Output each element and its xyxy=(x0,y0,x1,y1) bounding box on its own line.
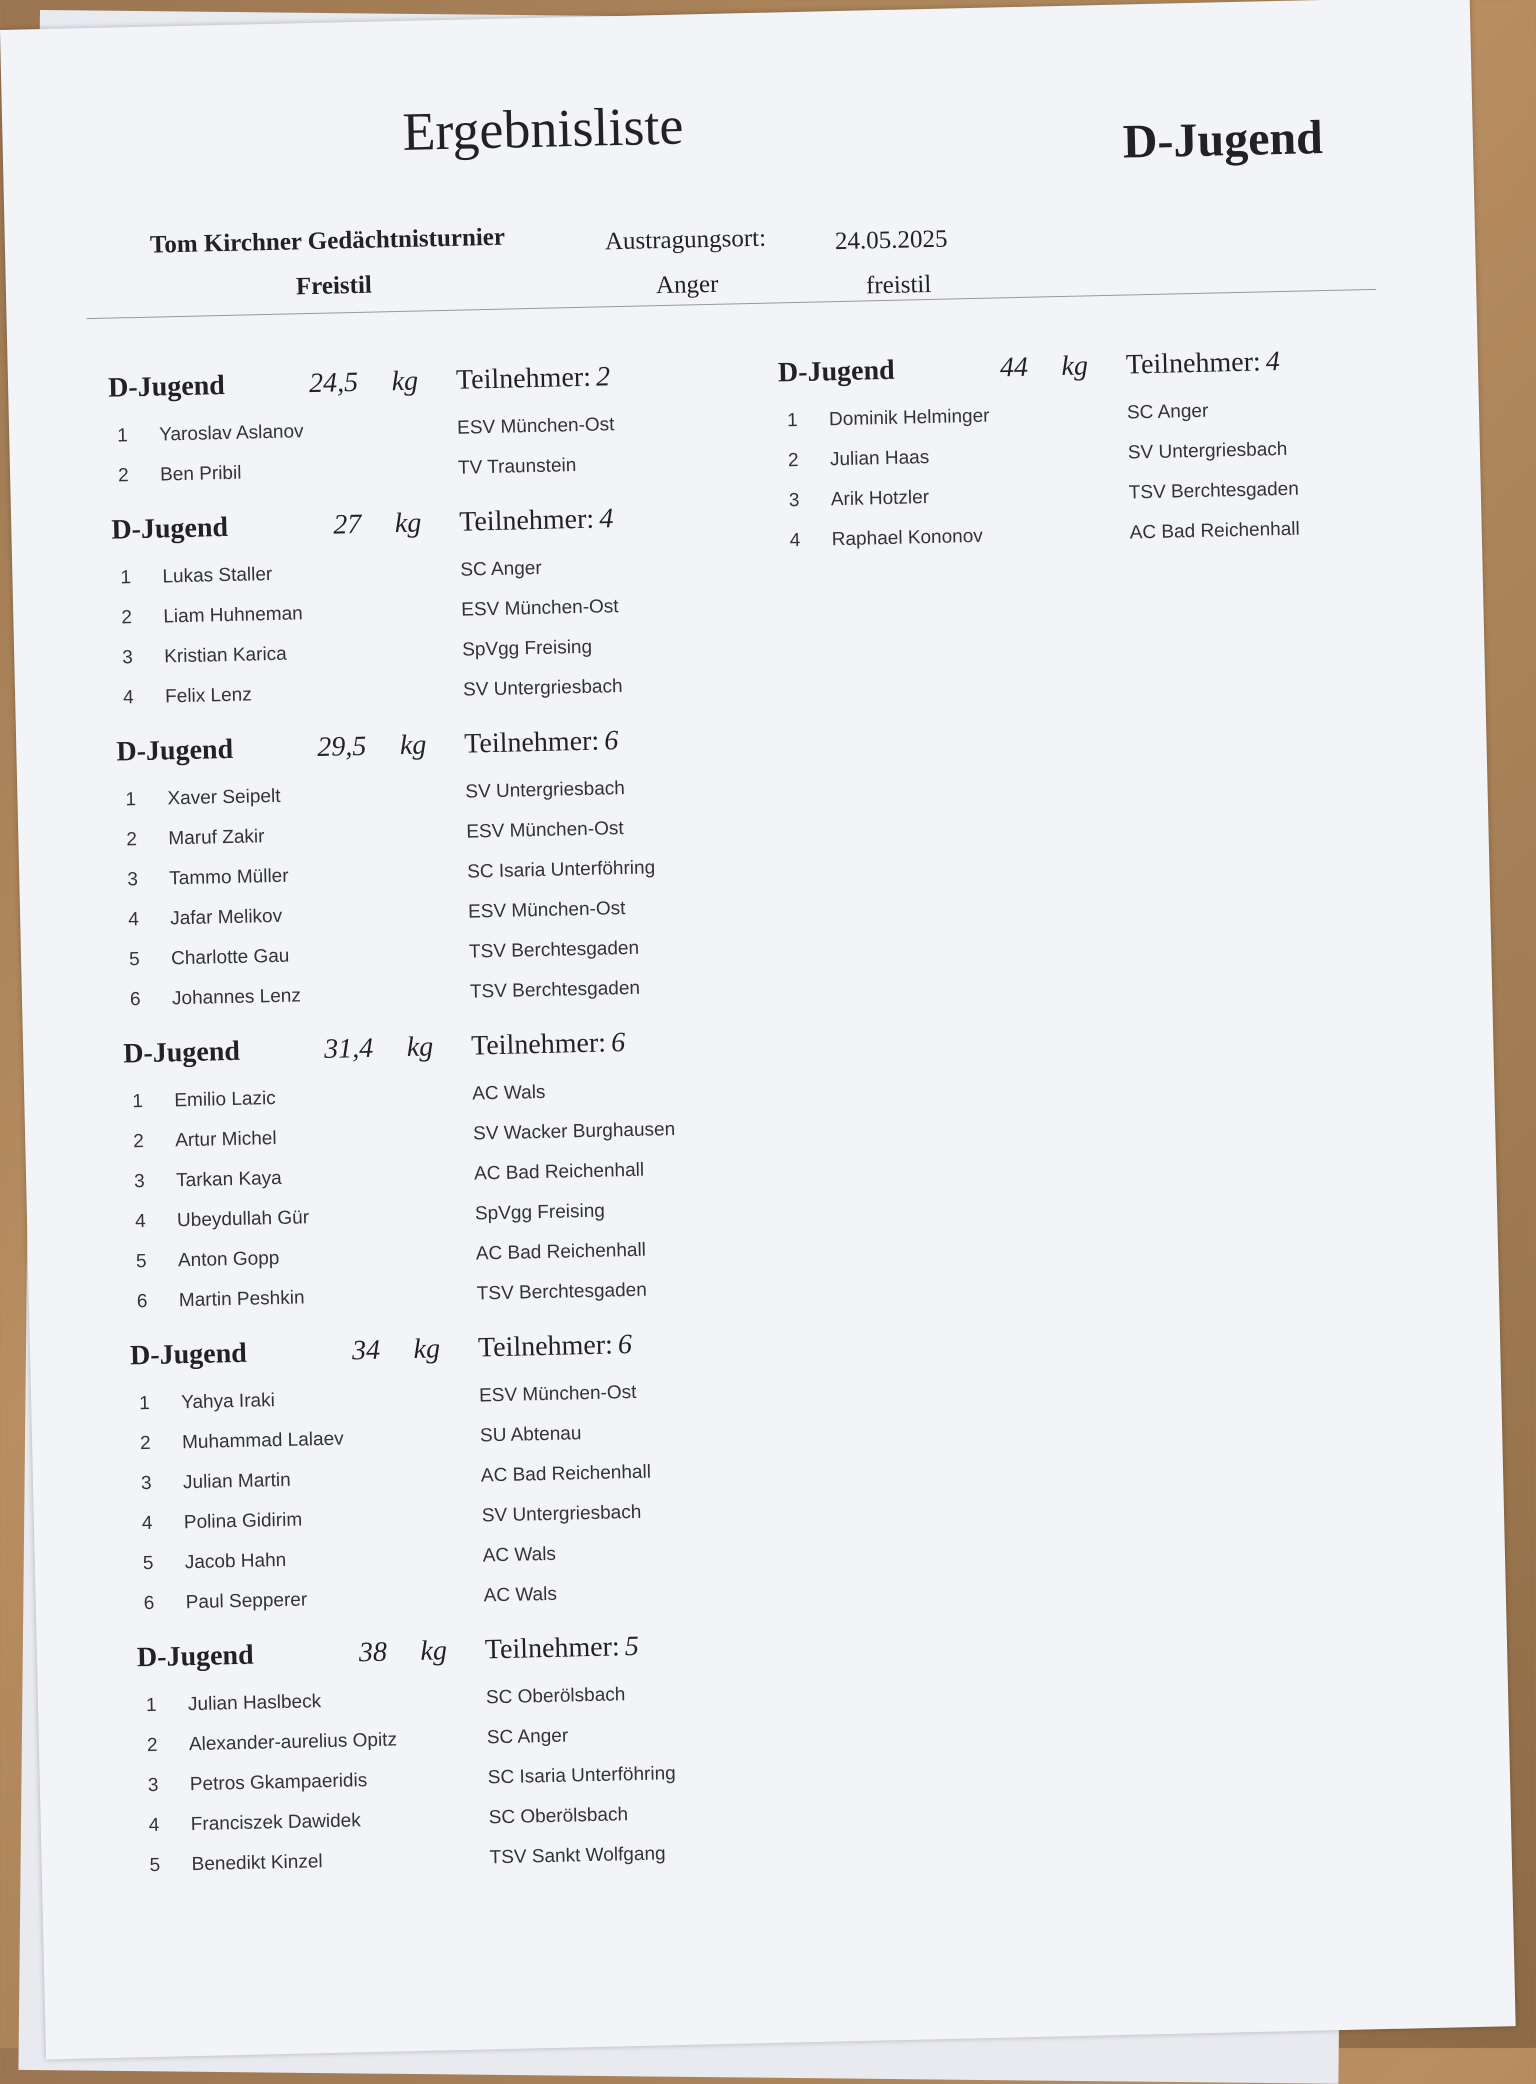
club-name: SC Anger xyxy=(486,1725,569,1749)
participants-count: 4 xyxy=(598,503,614,535)
wrestler-name: Lukas Staller xyxy=(162,563,273,588)
placement: 2 xyxy=(126,829,138,851)
wrestling-style: Freistil xyxy=(295,271,373,301)
placement: 5 xyxy=(135,1250,147,1273)
wrestler-name: Maruf Zakir xyxy=(168,826,265,850)
wrestler-name: Felix Lenz xyxy=(164,684,252,708)
participants-label: Teilnehmer: xyxy=(463,725,600,760)
wrestler-name: Yahya Iraki xyxy=(180,1390,276,1414)
weight-unit: kg xyxy=(399,729,427,762)
club-name: ESV München-Ost xyxy=(461,596,619,621)
club-name: TV Traunstein xyxy=(457,455,577,479)
participants-label: Teilnehmer: xyxy=(484,1631,621,1666)
page-title: Ergebnisliste xyxy=(401,95,684,162)
participants-count: 6 xyxy=(617,1329,633,1361)
weight-value: 27 xyxy=(332,508,362,541)
placement: 6 xyxy=(136,1290,148,1313)
weight-value: 24,5 xyxy=(308,366,359,400)
age-group-title: D-Jugend xyxy=(1122,111,1324,169)
wrestler-name: Raphael Kononov xyxy=(831,525,984,551)
wrestler-name: Muhammad Lalaev xyxy=(181,1428,344,1454)
left-column xyxy=(108,358,793,1904)
wrestler-name: Artur Michel xyxy=(175,1128,277,1152)
club-name: AC Wals xyxy=(472,1081,546,1105)
event-date: 24.05.2025 xyxy=(834,225,948,256)
participants-count: 5 xyxy=(624,1630,640,1663)
wrestler-name: Julian Haslbeck xyxy=(187,1691,322,1716)
placement: 1 xyxy=(125,789,137,811)
club-name: ESV München-Ost xyxy=(467,898,626,923)
participants-label: Teilnehmer: xyxy=(470,1027,607,1062)
wrestler-name: Jacob Hahn xyxy=(184,1549,287,1574)
wrestler-name: Johannes Lenz xyxy=(171,985,302,1010)
wrestler-name: Paul Sepperer xyxy=(185,1589,308,1614)
placement: 2 xyxy=(139,1432,151,1455)
placement: 1 xyxy=(145,1694,157,1717)
weight-class-block xyxy=(111,500,765,719)
weight-unit: kg xyxy=(420,1635,448,1667)
club-name: ESV München-Ost xyxy=(456,414,615,439)
club-name: SC Anger xyxy=(460,557,542,581)
venue-value: Anger xyxy=(655,270,719,300)
placement: 2 xyxy=(117,465,129,487)
participants-count: 6 xyxy=(603,725,619,757)
club-name: AC Bad Reichenhall xyxy=(480,1461,652,1487)
age-group-label: D-Jugend xyxy=(111,511,229,546)
weight-unit: kg xyxy=(413,1333,441,1365)
placement: 3 xyxy=(127,869,139,891)
placement: 3 xyxy=(133,1171,145,1193)
weight-value: 29,5 xyxy=(317,730,367,763)
weight-unit: kg xyxy=(394,507,422,540)
placement: 5 xyxy=(149,1854,161,1877)
age-group-label: D-Jugend xyxy=(777,354,896,389)
placement: 2 xyxy=(146,1734,158,1757)
weight-unit: kg xyxy=(391,365,419,398)
club-name: SV Untergriesbach xyxy=(462,676,623,701)
right-column xyxy=(778,343,1433,580)
placement: 4 xyxy=(134,1211,146,1233)
club-name: SC Anger xyxy=(1126,400,1209,424)
wrestler-name: Liam Huhneman xyxy=(163,603,303,628)
club-name: ESV München-Ost xyxy=(466,818,624,843)
placement: 4 xyxy=(141,1512,153,1535)
placement: 3 xyxy=(140,1472,152,1495)
club-name: TSV Berchtesgaden xyxy=(1128,478,1300,504)
club-name: SU Abtenau xyxy=(479,1423,582,1447)
wrestler-name: Dominik Helminger xyxy=(828,405,990,431)
placement: 5 xyxy=(128,949,140,971)
weight-unit: kg xyxy=(406,1031,434,1064)
placement: 2 xyxy=(133,1131,145,1153)
placement: 4 xyxy=(789,529,801,552)
weight-class-block xyxy=(778,343,1432,562)
placement: 4 xyxy=(122,687,134,709)
club-name: SpVgg Freising xyxy=(474,1200,606,1225)
placement: 4 xyxy=(127,909,140,931)
wrestler-name: Petros Gkampaeridis xyxy=(189,1770,368,1796)
club-name: SC Oberölsbach xyxy=(488,1804,629,1829)
participants-count: 2 xyxy=(595,361,611,393)
wrestler-name: Emilio Lazic xyxy=(174,1088,276,1112)
weight-unit: kg xyxy=(1061,350,1089,383)
age-group-label: D-Jugend xyxy=(122,1035,241,1070)
wrestler-name: Benedikt Kinzel xyxy=(191,1851,323,1876)
placement: 6 xyxy=(143,1592,155,1615)
placement: 1 xyxy=(120,567,132,589)
wrestler-name: Franciszek Dawidek xyxy=(190,1810,361,1836)
placement: 2 xyxy=(787,449,799,472)
style-value: freistil xyxy=(865,270,932,300)
wrestler-name: Charlotte Gau xyxy=(170,945,290,970)
placement: 6 xyxy=(129,989,141,1011)
weight-class-block xyxy=(137,1628,792,1887)
club-name: TSV Berchtesgaden xyxy=(469,977,641,1003)
venue-label: Austragungsort: xyxy=(604,224,767,256)
club-name: AC Bad Reichenhall xyxy=(473,1159,645,1185)
club-name: SV Untergriesbach xyxy=(465,778,626,803)
club-name: AC Bad Reichenhall xyxy=(1129,518,1300,544)
participants-label: Teilnehmer: xyxy=(458,503,595,538)
club-name: TSV Berchtesgaden xyxy=(468,937,640,963)
wrestler-name: Kristian Karica xyxy=(164,643,287,668)
club-name: AC Wals xyxy=(482,1543,557,1567)
club-name: AC Wals xyxy=(483,1583,558,1607)
wrestler-name: Julian Martin xyxy=(182,1469,291,1494)
placement: 1 xyxy=(786,410,798,432)
placement: 5 xyxy=(142,1552,154,1575)
placement: 2 xyxy=(121,607,133,629)
age-group-label: D-Jugend xyxy=(107,369,226,404)
wrestler-name: Jafar Melikov xyxy=(169,905,283,930)
participants-count: 6 xyxy=(610,1027,626,1059)
wrestler-name: Xaver Seipelt xyxy=(167,785,281,810)
club-name: AC Bad Reichenhall xyxy=(475,1239,647,1265)
club-name: SC Isaria Unterföhring xyxy=(466,857,656,883)
placement: 1 xyxy=(132,1091,144,1113)
weight-class-block xyxy=(123,1024,779,1323)
club-name: SV Wacker Burghausen xyxy=(472,1118,676,1145)
club-name: TSV Berchtesgaden xyxy=(476,1279,648,1305)
placement: 1 xyxy=(138,1392,151,1415)
wrestler-name: Julian Haas xyxy=(829,447,930,471)
participants-count: 4 xyxy=(1265,346,1281,378)
weight-class-block xyxy=(116,722,772,1021)
wrestler-name: Yaroslav Aslanov xyxy=(158,421,304,446)
wrestler-name: Anton Gopp xyxy=(177,1247,280,1272)
club-name: SC Isaria Unterföhring xyxy=(487,1763,676,1789)
club-name: SC Oberölsbach xyxy=(485,1684,626,1709)
participants-label: Teilnehmer: xyxy=(455,361,592,396)
weight-value: 31,4 xyxy=(323,1032,374,1065)
club-name: ESV München-Ost xyxy=(478,1381,637,1407)
weight-value: 38 xyxy=(358,1636,388,1669)
participants-label: Teilnehmer: xyxy=(1125,346,1262,381)
age-group-label: D-Jugend xyxy=(129,1337,248,1372)
wrestler-name: Arik Hotzler xyxy=(830,487,930,511)
placement: 3 xyxy=(147,1774,159,1797)
club-name: SV Untergriesbach xyxy=(481,1501,642,1527)
wrestler-name: Ben Pribil xyxy=(159,462,242,486)
club-name: SpVgg Freising xyxy=(461,636,593,661)
wrestler-name: Alexander-aurelius Opitz xyxy=(188,1729,398,1756)
age-group-label: D-Jugend xyxy=(136,1639,254,1674)
header-divider xyxy=(87,289,1377,319)
placement: 3 xyxy=(788,489,800,512)
tournament-name: Tom Kirchner Gedächtnisturnier xyxy=(149,223,506,259)
age-group-label: D-Jugend xyxy=(116,733,234,768)
weight-value: 44 xyxy=(999,351,1029,384)
wrestler-name: Tarkan Kaya xyxy=(175,1167,282,1192)
wrestler-name: Ubeydullah Gür xyxy=(176,1207,310,1232)
wrestler-name: Tammo Müller xyxy=(169,865,289,890)
placement: 3 xyxy=(122,647,134,669)
placement: 4 xyxy=(148,1814,160,1837)
weight-value: 34 xyxy=(351,1334,381,1367)
weight-class-block xyxy=(130,1326,786,1625)
weight-class-block xyxy=(108,358,761,497)
wrestler-name: Martin Peshkin xyxy=(178,1287,305,1312)
club-name: TSV Sankt Wolfgang xyxy=(489,1843,666,1869)
club-name: SV Untergriesbach xyxy=(1127,438,1288,464)
wrestler-name: Polina Gidirim xyxy=(183,1509,303,1534)
participants-label: Teilnehmer: xyxy=(477,1329,614,1364)
placement: 1 xyxy=(117,425,129,447)
